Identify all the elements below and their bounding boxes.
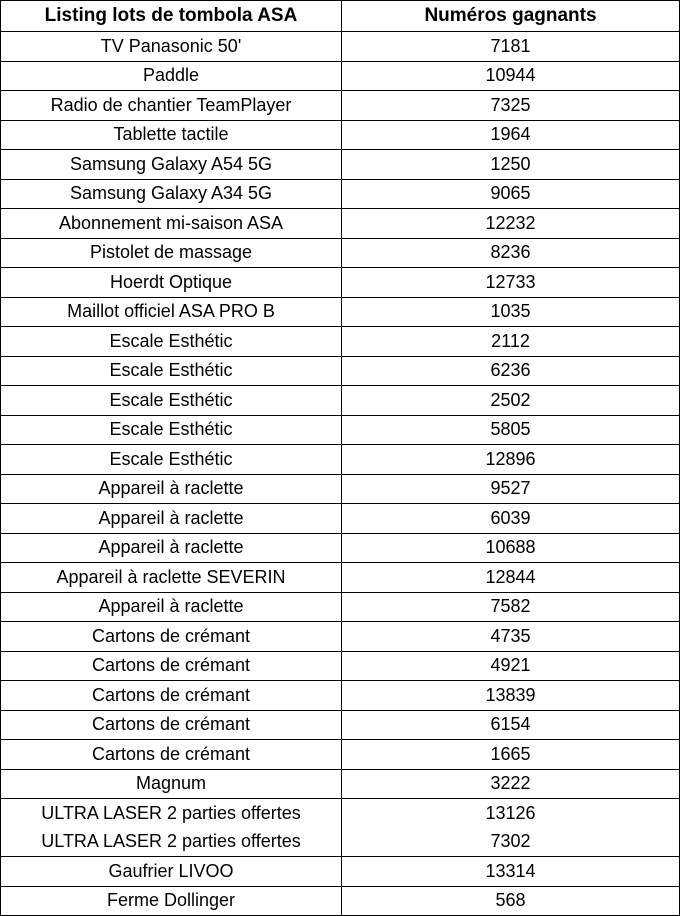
table-row: [1, 886, 680, 916]
lot-cell: ULTRA LASER 2 parties offertes: [1, 799, 342, 828]
numero-cell: 4735: [342, 622, 680, 652]
lot-cell: Appareil à raclette SEVERIN: [1, 563, 342, 593]
lot-cell: TV Panasonic 50': [1, 32, 342, 62]
table-row: [1, 61, 680, 91]
header-numero: Numéros gagnants: [342, 1, 680, 32]
numero-cell: 12232: [342, 209, 680, 239]
lot-cell: Pistolet de massage: [1, 238, 342, 268]
numero-cell: 5805: [342, 415, 680, 445]
numero-cell: 12844: [342, 563, 680, 593]
lot-cell: Radio de chantier TeamPlayer: [1, 91, 342, 121]
table-row: [1, 209, 680, 239]
table-row: [1, 386, 680, 416]
lot-cell: Samsung Galaxy A34 5G: [1, 179, 342, 209]
numero-cell: 1964: [342, 120, 680, 150]
numero-cell: 2112: [342, 327, 680, 357]
numero-cell: 12896: [342, 445, 680, 475]
numero-cell: 6236: [342, 356, 680, 386]
lot-cell: Appareil à raclette: [1, 474, 342, 504]
numero-cell: 7302: [342, 828, 680, 857]
table-row: [1, 268, 680, 298]
lot-cell: Magnum: [1, 769, 342, 799]
numero-cell: 13839: [342, 681, 680, 711]
lot-cell: Cartons de crémant: [1, 622, 342, 652]
lot-cell: Appareil à raclette: [1, 592, 342, 622]
table-row: [1, 120, 680, 150]
lot-cell: Maillot officiel ASA PRO B: [1, 297, 342, 327]
lot-cell: Cartons de crémant: [1, 740, 342, 770]
lot-cell: Escale Esthétic: [1, 356, 342, 386]
table-row: [1, 651, 680, 681]
numero-cell: 13126: [342, 799, 680, 828]
lot-cell: Cartons de crémant: [1, 681, 342, 711]
numero-cell: 1035: [342, 297, 680, 327]
lot-cell: Escale Esthétic: [1, 415, 342, 445]
numero-cell: 9527: [342, 474, 680, 504]
numero-cell: 6154: [342, 710, 680, 740]
numero-cell: 7582: [342, 592, 680, 622]
header-lot: Listing lots de tombola ASA: [1, 1, 342, 32]
lot-cell: Abonnement mi-saison ASA: [1, 209, 342, 239]
header-row: [1, 1, 680, 32]
table-row: [1, 681, 680, 711]
table-row: [1, 769, 680, 799]
table-row: [1, 238, 680, 268]
lot-cell: Escale Esthétic: [1, 445, 342, 475]
numero-cell: 13314: [342, 857, 680, 887]
numero-cell: 1250: [342, 150, 680, 180]
lot-cell: Cartons de crémant: [1, 710, 342, 740]
table-row: [1, 297, 680, 327]
numero-cell: 8236: [342, 238, 680, 268]
table-row: [1, 828, 680, 857]
numero-cell: 2502: [342, 386, 680, 416]
table-row: [1, 327, 680, 357]
table-row: [1, 740, 680, 770]
numero-cell: 1665: [342, 740, 680, 770]
table-row: [1, 91, 680, 121]
numero-cell: 568: [342, 886, 680, 916]
numero-cell: 10944: [342, 61, 680, 91]
table-row: [1, 474, 680, 504]
numero-cell: 9065: [342, 179, 680, 209]
table-row: [1, 179, 680, 209]
table-row: [1, 563, 680, 593]
lot-cell: Paddle: [1, 61, 342, 91]
lot-cell: Ferme Dollinger: [1, 886, 342, 916]
table-row: [1, 445, 680, 475]
table-row: [1, 504, 680, 534]
table-row: [1, 32, 680, 62]
table-row: [1, 356, 680, 386]
numero-cell: 6039: [342, 504, 680, 534]
numero-cell: 7181: [342, 32, 680, 62]
lot-cell: Tablette tactile: [1, 120, 342, 150]
numero-cell: 7325: [342, 91, 680, 121]
lot-cell: Appareil à raclette: [1, 533, 342, 563]
lot-cell: Hoerdt Optique: [1, 268, 342, 298]
table-row: [1, 415, 680, 445]
table-row: [1, 799, 680, 828]
table-row: [1, 533, 680, 563]
lot-cell: ULTRA LASER 2 parties offertes: [1, 828, 342, 857]
lot-cell: Samsung Galaxy A54 5G: [1, 150, 342, 180]
lot-cell: Cartons de crémant: [1, 651, 342, 681]
table-row: [1, 622, 680, 652]
lot-cell: Escale Esthétic: [1, 327, 342, 357]
table-row: [1, 592, 680, 622]
lot-cell: Escale Esthétic: [1, 386, 342, 416]
numero-cell: 12733: [342, 268, 680, 298]
table-row: [1, 150, 680, 180]
table-row: [1, 857, 680, 887]
table-row: [1, 710, 680, 740]
numero-cell: 4921: [342, 651, 680, 681]
lot-cell: Appareil à raclette: [1, 504, 342, 534]
lot-cell: Gaufrier LIVOO: [1, 857, 342, 887]
numero-cell: 10688: [342, 533, 680, 563]
numero-cell: 3222: [342, 769, 680, 799]
